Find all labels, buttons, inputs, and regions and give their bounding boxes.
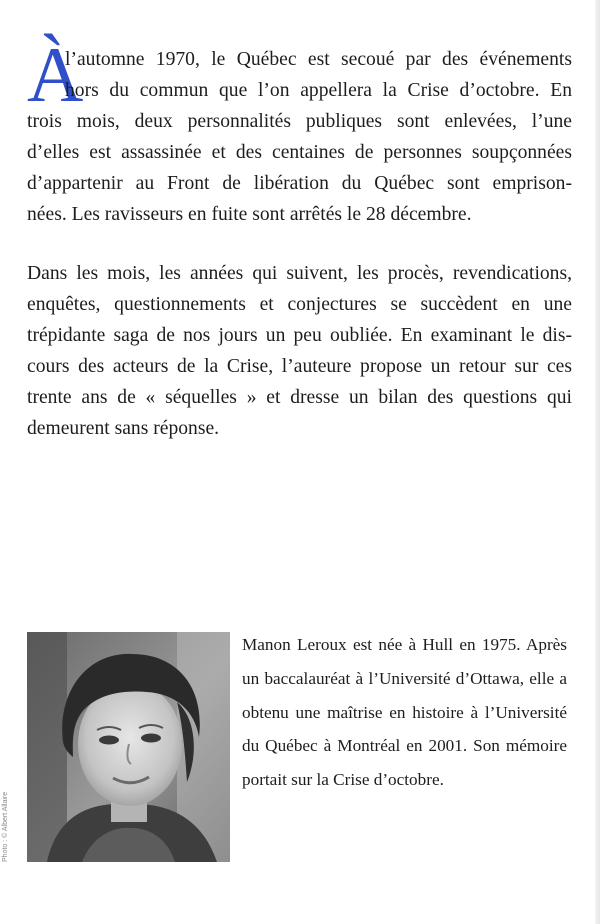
summary-paragraph-1 xyxy=(27,44,572,230)
bio-line: obtenu une maîtrise en histoire à l’Université xyxy=(242,702,567,722)
paragraph-line: trente ans de « séquelles » et dresse un bilan des questions qui xyxy=(27,387,572,408)
paragraph-line: nées. Les ravisseurs en fuite sont arrêtés le 28 décembre. xyxy=(27,204,472,225)
paragraph-line: cours des acteurs de la Crise, l’auteure propose un retour sur ces xyxy=(27,356,572,377)
photo-credit: Photo : © Albert Allaire xyxy=(2,791,9,862)
paragraph-line: d’appartenir au Front de libération du Québec sont emprison- xyxy=(27,173,572,194)
paragraph-line: trois mois, deux personnalités publiques sont enlevées, l’une xyxy=(27,111,572,132)
summary-paragraph-2 xyxy=(27,258,572,444)
author-bio xyxy=(242,628,567,797)
author-photo xyxy=(27,632,230,862)
bio-line: portait sur la Crise d’octobre. xyxy=(242,770,444,790)
paragraph-line: demeurent sans réponse. xyxy=(27,418,220,439)
bio-line: du Québec à Montréal en 2001. Son mémoire xyxy=(242,736,567,756)
paragraph-line: d’elles est assassinée et des centaines de personnes soupçonnées xyxy=(27,142,572,163)
bio-line: un baccalauréat à l’Université d’Ottawa, elle a xyxy=(242,668,567,688)
paragraph-line: hors du commun que l’on appellera la Crise d’octobre. En xyxy=(65,80,572,101)
page-edge xyxy=(595,0,600,924)
paragraph-line: enquêtes, questionnements et conjectures se succèdent en une xyxy=(27,294,572,315)
paragraph-line: Dans les mois, les années qui suivent, les procès, revendications, xyxy=(27,263,572,284)
drop-cap-letter: À xyxy=(27,31,84,118)
paragraph-line: l’automne 1970, le Québec est secoué par des événements xyxy=(65,49,572,70)
bio-line: Manon Leroux est née à Hull en 1975. Après xyxy=(242,635,567,654)
paragraph-line: trépidante saga de nos jours un peu oubliée. En examinant le dis- xyxy=(27,325,572,346)
